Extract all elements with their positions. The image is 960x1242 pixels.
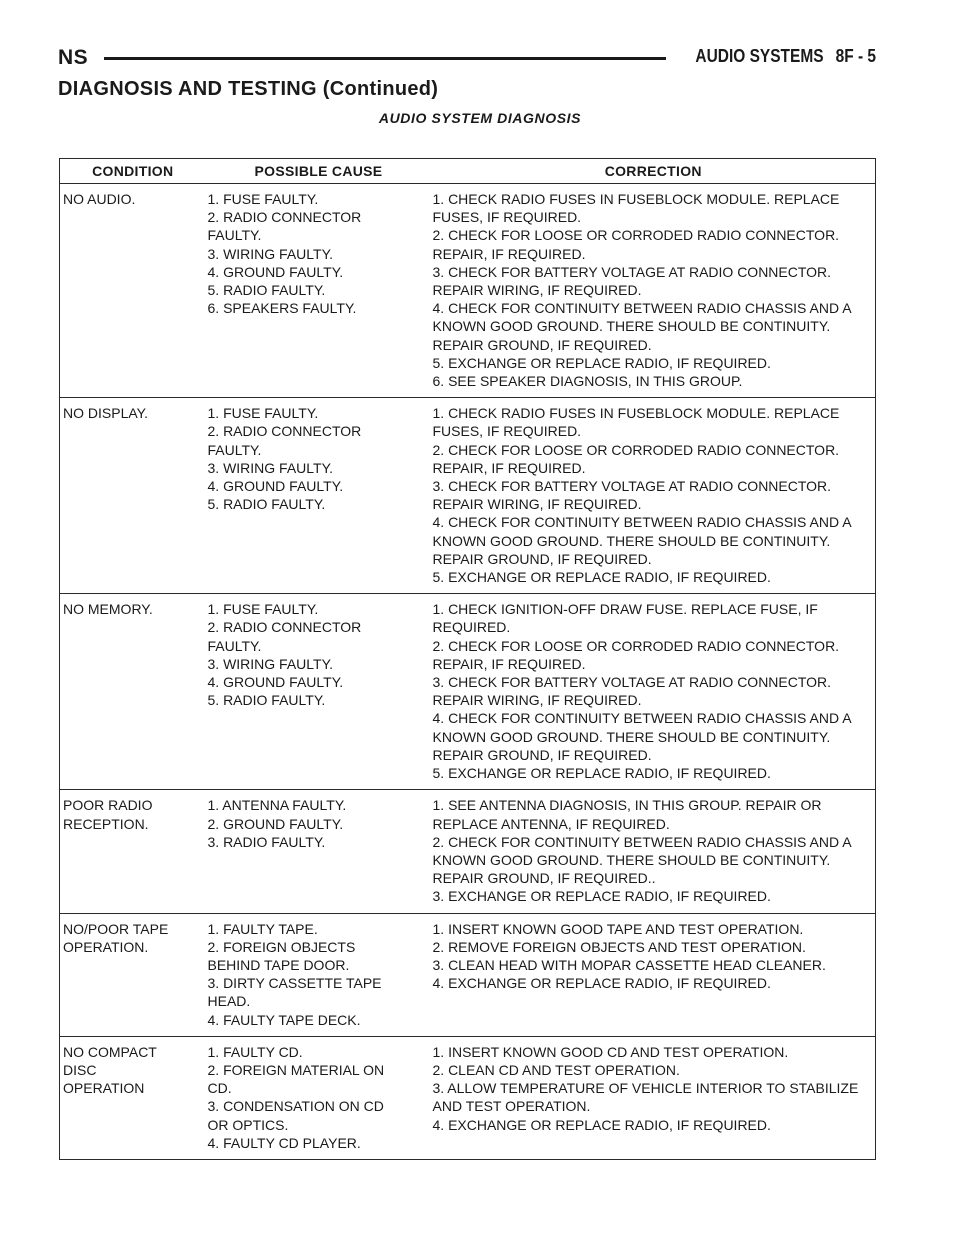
header-rule — [104, 57, 666, 60]
possible-cause-line: 4. GROUND FAULTY. — [207, 263, 344, 280]
possible-cause-line: 3. CONDENSATION ON CD — [207, 1098, 384, 1115]
possible-cause-line: 1. FUSE FAULTY. — [207, 191, 319, 207]
possible-cause-cell — [206, 913, 432, 1036]
column-header-possible-cause: POSSIBLE CAUSE — [206, 159, 432, 184]
table-row — [60, 790, 876, 913]
correction-line: 3. EXCHANGE OR REPLACE RADIO, IF REQUIRED. — [432, 888, 771, 905]
correction-line: 4. CHECK FOR CONTINUITY BETWEEN RADIO CHASSIS AND A KNOWN GOOD GROUND. THERE SHOULD BE CONTINUITY. REPAIR GROUND, IF REQUIRED. — [432, 514, 851, 567]
correction-line: 1. CHECK RADIO FUSES IN FUSEBLOCK MODULE. REPLACE FUSES, IF REQUIRED. — [432, 191, 840, 226]
correction-line: 4. CHECK FOR CONTINUITY BETWEEN RADIO CHASSIS AND A KNOWN GOOD GROUND. THERE SHOULD BE CONTINUITY. REPAIR GROUND, IF REQUIRED. — [432, 300, 851, 353]
correction-line: 2. CHECK FOR LOOSE OR CORRODED RADIO CONNECTOR. REPAIR, IF REQUIRED. — [432, 441, 840, 476]
correction-line: 5. EXCHANGE OR REPLACE RADIO, IF REQUIRED. — [432, 569, 771, 586]
condition-cell — [60, 398, 206, 594]
possible-cause-line: 4. FAULTY TAPE DECK. — [207, 1011, 361, 1028]
condition-cell — [60, 913, 206, 1036]
possible-cause-line: 3. WIRING FAULTY. — [207, 655, 334, 672]
column-header-condition: CONDITION — [60, 159, 206, 184]
correction-line: 5. EXCHANGE OR REPLACE RADIO, IF REQUIRED. — [432, 354, 771, 371]
possible-cause-line: 5. RADIO FAULTY. — [207, 282, 326, 299]
possible-cause-line: 6. SPEAKERS FAULTY. — [207, 300, 357, 317]
possible-cause-line: 4. GROUND FAULTY. — [207, 674, 344, 691]
correction-line: 3. CHECK FOR BATTERY VOLTAGE AT RADIO CONNECTOR. REPAIR WIRING, IF REQUIRED. — [432, 674, 832, 709]
correction-cell — [432, 1036, 876, 1159]
column-header-correction: CORRECTION — [432, 159, 876, 184]
possible-cause-line: CD. — [207, 1080, 232, 1097]
possible-cause-cell — [206, 790, 432, 913]
possible-cause-line: 3. DIRTY CASSETTE TAPE — [207, 975, 382, 992]
page-number: 8F - 5 — [835, 46, 876, 66]
correction-cell — [432, 790, 876, 913]
manual-code: NS — [58, 46, 89, 69]
correction-line: 1. CHECK IGNITION-OFF DRAW FUSE. REPLACE FUSE, IF REQUIRED. — [432, 601, 818, 636]
possible-cause-cell — [206, 398, 432, 594]
possible-cause-cell — [206, 594, 432, 790]
condition-cell — [60, 184, 206, 398]
possible-cause-line: FAULTY. — [207, 637, 262, 654]
correction-line: 2. CHECK FOR LOOSE OR CORRODED RADIO CONNECTOR. REPAIR, IF REQUIRED. — [432, 637, 840, 672]
possible-cause-line: 2. FOREIGN MATERIAL ON — [207, 1061, 385, 1078]
table-row — [60, 594, 876, 790]
possible-cause-line: 2. RADIO CONNECTOR — [207, 619, 362, 636]
condition-line: NO/POOR TAPE — [63, 920, 169, 937]
condition-line: DISC — [63, 1061, 97, 1078]
correction-line: 2. CHECK FOR LOOSE OR CORRODED RADIO CONNECTOR. REPAIR, IF REQUIRED. — [432, 227, 840, 262]
possible-cause-line: 4. FAULTY CD PLAYER. — [207, 1134, 361, 1151]
possible-cause-line: HEAD. — [207, 993, 251, 1010]
correction-line: 1. SEE ANTENNA DIAGNOSIS, IN THIS GROUP. REPAIR OR REPLACE ANTENNA, IF REQUIRED. — [432, 797, 822, 832]
page-header — [58, 44, 876, 74]
possible-cause-cell — [206, 184, 432, 398]
table-body — [60, 184, 876, 1160]
correction-line: 2. CHECK FOR CONTINUITY BETWEEN RADIO CHASSIS AND A KNOWN GOOD GROUND. THERE SHOULD BE CONTINUITY. REPAIR GROUND, IF REQUIRED.. — [432, 833, 851, 887]
correction-line: 3. CLEAN HEAD WITH MOPAR CASSETTE HEAD CLEANER. — [432, 956, 826, 973]
possible-cause-line: 5. RADIO FAULTY. — [207, 496, 326, 513]
possible-cause-line: BEHIND TAPE DOOR. — [207, 956, 350, 973]
correction-line: 1. INSERT KNOWN GOOD CD AND TEST OPERATION. — [432, 1043, 789, 1060]
table-row — [60, 1036, 876, 1159]
condition-line: NO COMPACT — [63, 1043, 157, 1060]
possible-cause-line: 5. RADIO FAULTY. — [207, 692, 326, 709]
correction-cell — [432, 913, 876, 1036]
possible-cause-line: 2. RADIO CONNECTOR — [207, 423, 362, 440]
correction-line: 4. EXCHANGE OR REPLACE RADIO, IF REQUIRED. — [432, 975, 771, 992]
possible-cause-line: 3. RADIO FAULTY. — [207, 833, 326, 850]
possible-cause-line: 1. FUSE FAULTY. — [207, 601, 319, 618]
table-title: AUDIO SYSTEM DIAGNOSIS — [378, 110, 582, 126]
correction-line: 5. EXCHANGE OR REPLACE RADIO, IF REQUIRED. — [432, 765, 771, 782]
correction-cell — [432, 398, 876, 594]
condition-cell — [60, 1036, 206, 1159]
possible-cause-line: 3. WIRING FAULTY. — [207, 459, 334, 476]
section-title: DIAGNOSIS AND TESTING (Continued) — [58, 78, 439, 100]
condition-line: NO DISPLAY. — [63, 405, 149, 422]
table-header-row — [60, 159, 876, 184]
condition-line: RECEPTION. — [63, 815, 149, 832]
possible-cause-line: 2. GROUND FAULTY. — [207, 815, 344, 832]
correction-line: 6. SEE SPEAKER DIAGNOSIS, IN THIS GROUP. — [432, 373, 743, 390]
possible-cause-line: 4. GROUND FAULTY. — [207, 478, 344, 495]
header-right — [683, 46, 876, 67]
correction-line: 2. REMOVE FOREIGN OBJECTS AND TEST OPERATION. — [432, 938, 806, 955]
table-row — [60, 398, 876, 594]
possible-cause-line: 2. FOREIGN OBJECTS — [207, 938, 356, 955]
condition-line: NO MEMORY. — [63, 601, 153, 618]
correction-cell — [432, 184, 876, 398]
correction-line: 3. CHECK FOR BATTERY VOLTAGE AT RADIO CONNECTOR. REPAIR WIRING, IF REQUIRED. — [432, 263, 832, 299]
correction-line: 2. CLEAN CD AND TEST OPERATION. — [432, 1061, 680, 1078]
correction-line: 4. EXCHANGE OR REPLACE RADIO, IF REQUIRED. — [432, 1116, 771, 1133]
correction-line: 1. INSERT KNOWN GOOD TAPE AND TEST OPERATION. — [432, 920, 804, 937]
correction-line: 4. CHECK FOR CONTINUITY BETWEEN RADIO CHASSIS AND A KNOWN GOOD GROUND. THERE SHOULD BE CONTINUITY. REPAIR GROUND, IF REQUIRED. — [432, 710, 851, 763]
condition-cell — [60, 790, 206, 913]
header-section-name: AUDIO SYSTEMS — [695, 46, 824, 66]
correction-line: 3. ALLOW TEMPERATURE OF VEHICLE INTERIOR TO STABILIZE AND TEST OPERATION. — [432, 1080, 859, 1115]
table-row — [60, 913, 876, 1036]
possible-cause-line: 1. ANTENNA FAULTY. — [207, 797, 347, 814]
possible-cause-line: FAULTY. — [207, 441, 262, 458]
possible-cause-line: 3. WIRING FAULTY. — [207, 245, 334, 262]
possible-cause-cell — [206, 1036, 432, 1159]
condition-line: OPERATION. — [63, 938, 149, 955]
possible-cause-line: 1. FAULTY CD. — [207, 1043, 303, 1060]
correction-line: 1. CHECK RADIO FUSES IN FUSEBLOCK MODULE. REPLACE FUSES, IF REQUIRED. — [432, 405, 840, 440]
possible-cause-line: 2. RADIO CONNECTOR — [207, 209, 362, 226]
condition-line: OPERATION — [63, 1080, 145, 1097]
correction-cell — [432, 594, 876, 790]
condition-line: POOR RADIO — [63, 797, 153, 814]
possible-cause-line: OR OPTICS. — [207, 1116, 289, 1133]
diagnosis-table — [59, 158, 876, 1160]
possible-cause-line: FAULTY. — [207, 227, 262, 244]
correction-line: 3. CHECK FOR BATTERY VOLTAGE AT RADIO CONNECTOR. REPAIR WIRING, IF REQUIRED. — [432, 478, 832, 513]
table-row — [60, 184, 876, 398]
condition-line: NO AUDIO. — [63, 191, 136, 207]
condition-cell — [60, 594, 206, 790]
possible-cause-line: 1. FAULTY TAPE. — [207, 920, 318, 937]
possible-cause-line: 1. FUSE FAULTY. — [207, 405, 319, 422]
